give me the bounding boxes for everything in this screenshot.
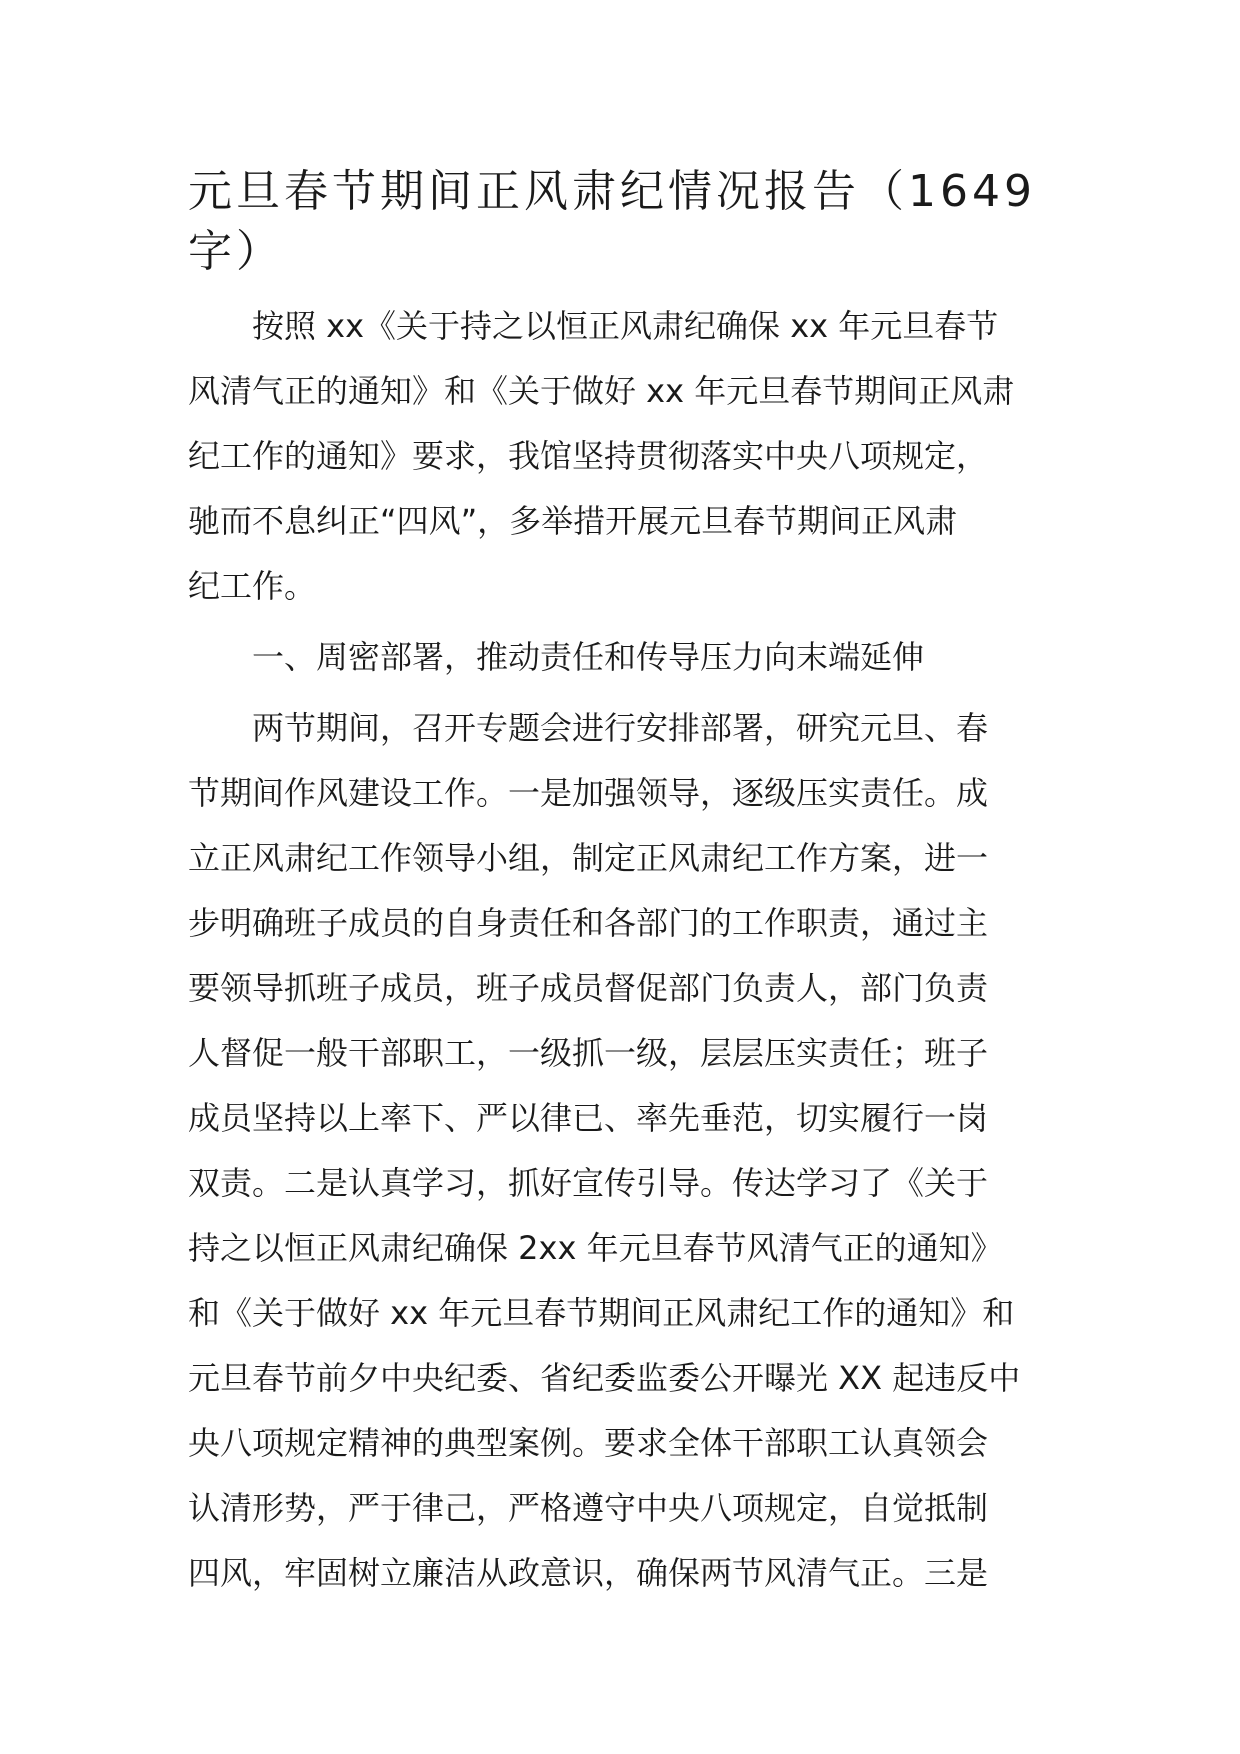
paragraph-line: 纪工作的通知》要求，我馆坚持贯彻落实中央八项规定， xyxy=(188,437,989,475)
paragraph-line: 步明确班子成员的自身责任和各部门的工作职责，通过主 xyxy=(188,904,989,942)
paragraph-line: 持之以恒正风肃纪确保 2xx 年元旦春节风清气正的通知》 xyxy=(188,1229,1003,1267)
paragraph-line: 认清形势，严于律己，严格遵守中央八项规定，自觉抵制 xyxy=(188,1489,989,1527)
section-heading: 一、周密部署，推动责任和传导压力向末端延伸 xyxy=(252,638,925,676)
paragraph-line: 纪工作。 xyxy=(188,567,317,605)
paragraph-line: 央八项规定精神的典型案例。要求全体干部职工认真领会 xyxy=(188,1424,989,1462)
paragraph-line: 四风，牢固树立廉洁从政意识，确保两节风清气正。三是 xyxy=(188,1554,989,1592)
paragraph-line: 两节期间，召开专题会进行安排部署，研究元旦、春 xyxy=(252,709,989,747)
paragraph-intro xyxy=(188,294,1058,619)
document-title xyxy=(188,162,1058,282)
paragraph-line: 要领导抓班子成员，班子成员督促部门负责人，部门负责 xyxy=(188,969,989,1007)
paragraph-section1 xyxy=(188,696,1058,1606)
paragraph-line: 节期间作风建设工作。一是加强领导，逐级压实责任。成 xyxy=(188,774,989,812)
paragraph-line: 成员坚持以上率下、严以律已、率先垂范，切实履行一岗 xyxy=(188,1099,989,1137)
document-content xyxy=(188,162,1058,1606)
document-body xyxy=(188,294,1058,1606)
paragraph-line: 立正风肃纪工作领导小组，制定正风肃纪工作方案，进一 xyxy=(188,839,989,877)
paragraph-line: 按照 xx《关于持之以恒正风肃纪确保 xx 年元旦春节 xyxy=(252,307,999,345)
paragraph-line: 风清气正的通知》和《关于做好 xx 年元旦春节期间正风肃 xyxy=(188,372,1015,410)
paragraph-line: 双责。二是认真学习，抓好宣传引导。传达学习了《关于 xyxy=(188,1164,989,1202)
paragraph-line: 驰而不息纠正“四风”，多举措开展元旦春节期间正风肃 xyxy=(188,502,958,540)
paragraph-line: 和《关于做好 xx 年元旦春节期间正风肃纪工作的通知》和 xyxy=(188,1294,1015,1332)
title-line-1: 元旦春节期间正风肃纪情况报告（1649 xyxy=(188,166,1036,217)
paragraph-line: 元旦春节前夕中央纪委、省纪委监委公开曝光 XX 起违反中 xyxy=(188,1359,1021,1397)
paragraph-line: 人督促一般干部职工，一级抓一级，层层压实责任；班子 xyxy=(188,1034,989,1072)
title-line-2: 字） xyxy=(188,226,284,277)
